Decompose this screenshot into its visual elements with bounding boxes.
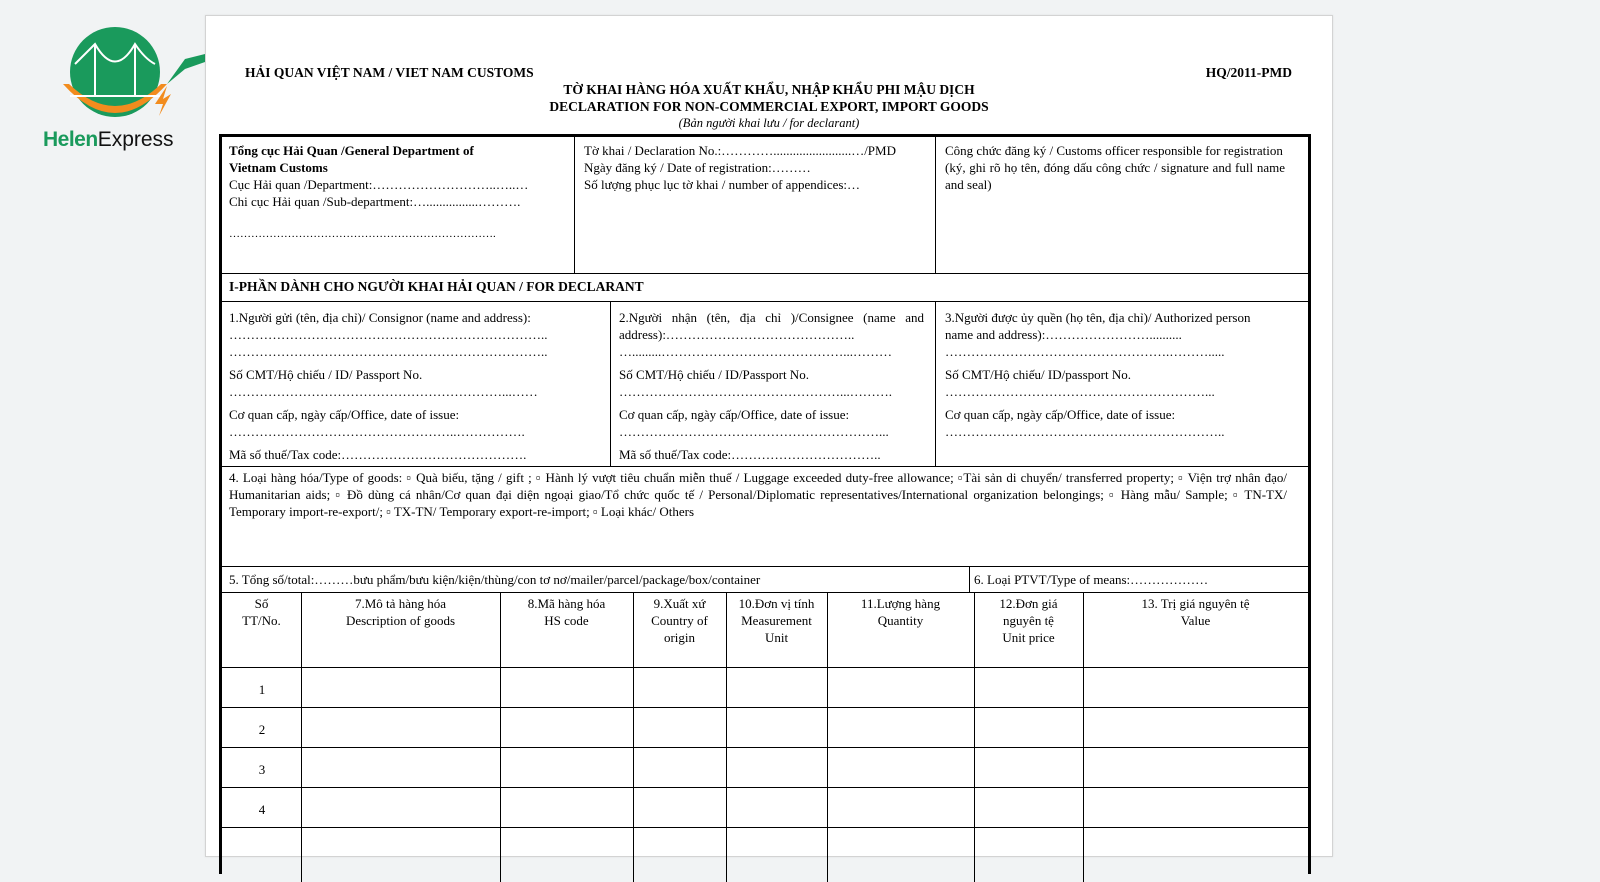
customs-officer-signature-note: (ký, ghi rõ họ tên, đóng dấu công chức / signature and full name and seal) [945, 160, 1285, 192]
consignee-tax-code: Mã số thuế/Tax code:…………………………….. [619, 447, 881, 462]
table-row-number: 3 [258, 762, 266, 777]
brand-name-part1: Helen [43, 128, 98, 151]
general-department-label-cont: Vietnam Customs [229, 160, 328, 175]
authorized-id-label: Số CMT/Hộ chiếu/ ID/passport No. [945, 367, 1131, 382]
consignee-line-2: ….........……………………………………...……… [619, 344, 892, 359]
table-row-number: 2 [258, 722, 266, 737]
consignor-office-line: ……………………………………………..……………. [229, 424, 525, 439]
customs-officer-box [945, 142, 1285, 193]
brand-name-part2: Express [97, 128, 174, 151]
header-hs-code: 8.Mã hàng hóa HS code [527, 596, 606, 628]
header-unit-price: 12.Đơn giá nguyên tệ Unit price [999, 596, 1058, 645]
header-no: Số TT/No. [242, 596, 281, 628]
copy-subtitle: (Bản người khai lưu / for declarant) [678, 116, 860, 130]
consignee-box [619, 309, 924, 463]
department-box [229, 142, 569, 243]
general-department-label: Tổng cục Hải Quan /General Department of [229, 143, 474, 158]
bridge-plane-logo-icon [55, 24, 220, 124]
helen-express-logo [40, 24, 215, 164]
document-page [205, 15, 1333, 857]
consignor-line-2: ……………………………………………………………….. [229, 344, 548, 359]
consignor-line-1: ……………………………………………………………….. [229, 327, 548, 342]
consignee-office-label: Cơ quan cấp, ngày cấp/Office, date of issue: [619, 407, 850, 422]
consignor-label: 1.Người gửi (tên, địa chỉ)/ Consignor (name and address): [229, 310, 531, 325]
customs-officer-label: Công chức đăng ký / Customs officer responsible for registration [945, 143, 1283, 158]
title-vietnamese: TỜ KHAI HÀNG HÓA XUẤT KHẨU, NHẬP KHẨU PHI MẬU DỊCH [563, 82, 975, 97]
department-field: Cục Hải quan /Department:………………………..…..… [229, 177, 529, 192]
registration-date-field: Ngày đăng ký / Date of registration:……… [584, 160, 811, 175]
header-quantity: 11.Lượng hàng Quantity [860, 596, 941, 628]
declaration-no-field: Tờ khai / Declaration No.:…………........................…/PMD [584, 143, 896, 158]
goods-type-box: 4. Loại hàng hóa/Type of goods: ▫ Quà biếu, tặng / gift ; ▫ Hành lý vượt tiêu chuẩn miễn thuế / Luggage exceeded duty-free allowance; ▫Tài sản di chuyển/ transferred property; ▫ Viện trợ nhân đạo/ Humanitarian aids; ▫ Đồ dùng cá nhân/Cơ quan đại diện ngoại giao/Tổ chức quốc tế / Personal/Diplomatic representatives/International organization belongings; ▫ Hàng mẫu/ Sample; ▫ TN-TX/ Temporary import-re-export/; ▫ TX-TN/ Temporary export-re-import; ▫ Loại khác/ Others [229, 470, 1287, 519]
consignor-id-label: Số CMT/Hộ chiếu / ID/ Passport No. [229, 367, 423, 382]
authorized-person-box [945, 309, 1275, 440]
appendices-count-field: Số lượng phục lục tờ khai / number of appendices:… [584, 177, 861, 192]
authorized-line-2: …………………………………………….………..... [945, 344, 1225, 359]
authorized-office-label: Cơ quan cấp, ngày cấp/Office, date of issue: [945, 407, 1176, 422]
consignee-id-line: ……………………………………………...………. [619, 384, 892, 399]
header-value: 13. Trị giá nguyên tệ Value [1141, 596, 1250, 628]
table-row-number: 1 [258, 682, 266, 697]
total-packages-field: 5. Tổng số/total:………bưu phẩm/bưu kiện/kiện/thùng/con tơ nơ/mailer/parcel/package/box/container [229, 572, 761, 587]
means-type-field: 6. Loại PTVT/Type of means:……………… [974, 572, 1209, 587]
authorized-office-line: ……………………………………………………….. [945, 424, 1225, 439]
title-english: DECLARATION FOR NON-COMMERCIAL EXPORT, IMPORT GOODS [549, 99, 989, 114]
consignee-office-line: ……………………………………………………... [619, 424, 889, 439]
consignor-box [229, 309, 599, 463]
consignor-office-label: Cơ quan cấp, ngày cấp/Office, date of issue: [229, 407, 460, 422]
header-description: 7.Mô tả hàng hóa Description of goods [345, 596, 456, 628]
declaration-info-box [584, 142, 934, 193]
table-row-number: 4 [258, 802, 266, 817]
consignee-id-label: Số CMT/Hộ chiếu / ID/Passport No. [619, 367, 809, 382]
consignee-label: 2.Người nhận (tên, địa chỉ )/Consignee (name and address):…………………………………….. [619, 310, 924, 342]
agency-name: HẢI QUAN VIỆT NAM / VIET NAM CUSTOMS [245, 65, 534, 80]
sub-department-field: Chi cục Hải quan /Sub-department:…................………. [229, 194, 521, 209]
header-country-origin: 9.Xuất xứ Country of origin [651, 596, 708, 645]
consignor-id-line: ………………………………………………………...…… [229, 384, 538, 399]
authorized-person-label: 3.Người được ủy quền (họ tên, địa chỉ)/ Authorized person name and address):…………………….......... [945, 310, 1251, 342]
consignor-tax-code: Mã số thuế/Tax code:……………………………………. [229, 447, 527, 462]
department-extra-line: ………………………………………………………………. [229, 228, 496, 240]
authorized-id-line: ……………………………………………………... [945, 384, 1215, 399]
header-measurement-unit: 10.Đơn vị tính Measurement Unit [738, 596, 815, 645]
section-declarant-title: I-PHẦN DÀNH CHO NGƯỜI KHAI HẢI QUAN / FOR DECLARANT [229, 279, 644, 294]
declaration-form [219, 134, 1311, 874]
form-code: HQ/2011-PMD [1205, 65, 1292, 80]
